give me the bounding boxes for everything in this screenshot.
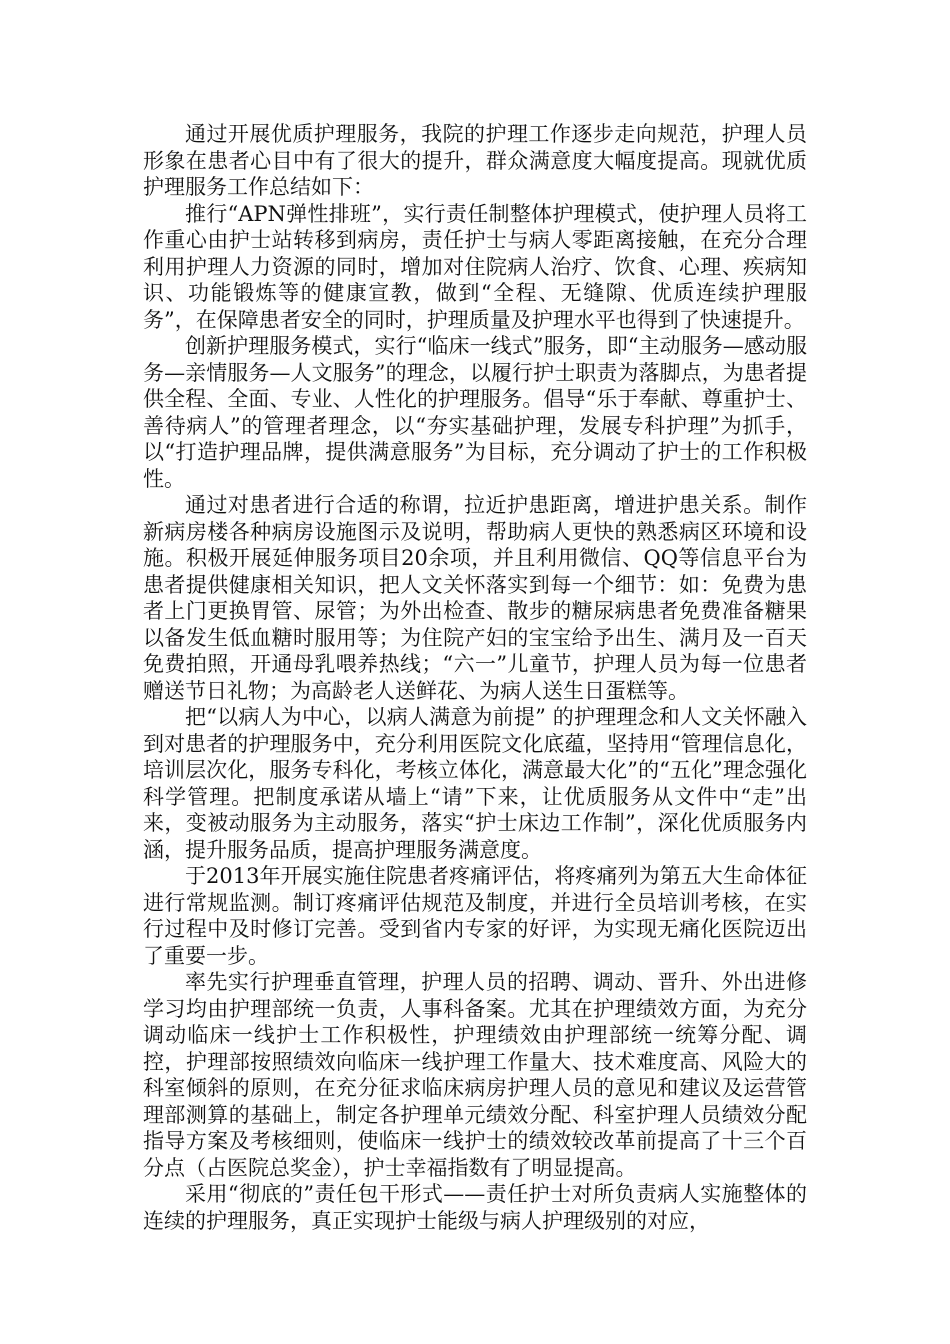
paragraph-vertical-management: 率先实行护理垂直管理，护理人员的招聘、调动、晋升、外出进修学习均由护理部统一负责，人事科备案。尤其在护理绩效方面，为充分调动临床一线护士工作积极性，护理绩效由护理部统一统筹分配、调控，护理部按照绩效向临床一线护理工作量大、技术难度高、风险大的科室倾斜的原则，在充分征求临床病房护理人员的意见和建议及运营管理部测算的基础上，制定各护理单元绩效分配、科室护理人员绩效分配指导方案及考核细则，使临床一线护士的绩效较改革前提高了十三个百分点（占医院总奖金），护士幸福指数有了明显提高。 [143,970,807,1180]
paragraph-intro: 通过开展优质护理服务，我院的护理工作逐步走向规范，护理人员形象在患者心目中有了很大的提升，群众满意度大幅度提高。现就优质护理服务工作总结如下： [143,122,807,199]
paragraph-patient-relations: 通过对患者进行合适的称谓，拉近护患距离，增进护患关系。制作新病房楼各种病房设施图示及说明，帮助病人更快的熟悉病区环境和设施。积极开展延伸服务项目20余项，并且利用微信、QQ等信息平台为患者提供健康相关知识，把人文关怀落实到每一个细节：如：免费为患者上门更换胃管、尿管；为外出检查、散步的糖尿病患者免费准备糖果以备发生低血糖时服用等；为住院产妇的宝宝给予出生、满月及一百天免费拍照，开通母乳喂养热线；“六一”儿童节，护理人员为每一位患者赠送节日礼物；为高龄老人送鲜花、为病人送生日蛋糕等。 [143,493,807,703]
paragraph-service-model: 创新护理服务模式，实行“临床一线式”服务，即“主动服务—感动服务—亲情服务—人文服务”的理念，以履行护士职责为落脚点，为患者提供全程、全面、专业、人性化的护理服务。倡导“乐于奉献、尊重护士、善待病人”的管理者理念，以“夯实基础护理，发展专科护理”为抓手，以“打造护理品牌，提供满意服务”为目标，充分调动了护士的工作积极性。 [143,334,807,491]
paragraph-pain-assessment: 于2013年开展实施住院患者疼痛评估，将疼痛列为第五大生命体征进行常规监测。制订疼痛评估规范及制度，并进行全员培训考核，在实行过程中及时修订完善。受到省内专家的好评，为实现无痛化医院迈出了重要一步。 [143,864,807,968]
paragraph-responsibility-system: 采用“彻底的”责任包干形式——责任护士对所负责病人实施整体的连续的护理服务，真正实现护士能级与病人护理级别的对应， [143,1182,807,1233]
paragraph-apn-scheduling: 推行“APN弹性排班”，实行责任制整体护理模式，使护理人员将工作重心由护士站转移到病房，责任护士与病人零距离接触，在充分合理利用护理人力资源的同时，增加对住院病人治疗、饮食、心理、疾病知识、功能锻炼等的健康宣教，做到“全程、无缝隙、优质连续护理服务”，在保障患者安全的同时，护理质量及护理水平也得到了快速提升。 [143,201,807,332]
document-body [143,121,807,1234]
paragraph-patient-centered: 把“以病人为中心，以病人满意为前提” 的护理理念和人文关怀融入到对患者的护理服务中，充分利用医院文化底蕴，坚持用“管理信息化，培训层次化，服务专科化，考核立体化，满意最大化”的“五化”理念强化科学管理。把制度承诺从墙上“请”下来，让优质服务从文件中“走”出来，变被动服务为主动服务，落实“护士床边工作制”，深化优质服务内涵，提升服务品质，提高护理服务满意度。 [143,705,807,862]
